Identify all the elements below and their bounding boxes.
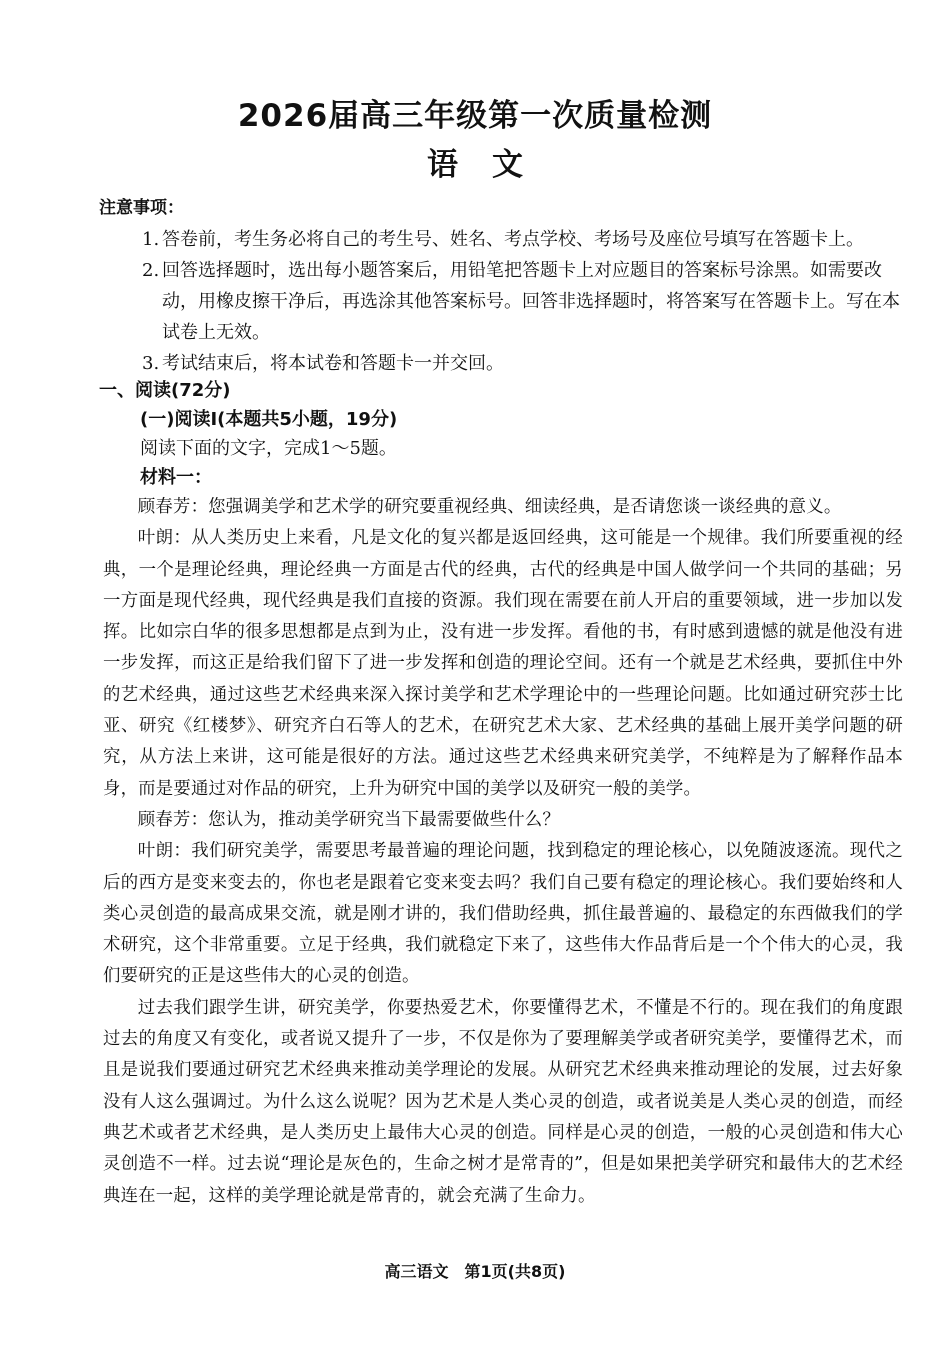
notice-item-text: 考试结束后，将本试卷和答题卡一并交回。	[162, 353, 504, 374]
subsection-heading: (一)阅读Ⅰ(本题共5小题，19分)	[140, 409, 398, 430]
exam-title: 2026届高三年级第一次质量检测	[237, 98, 713, 134]
passage-paragraph: 顾春芳：您认为，推动美学研究当下最需要做些什么？	[137, 809, 560, 830]
notice-item	[142, 348, 902, 379]
notice-item-text: 答卷前，考生务必将自己的考生号、姓名、考点学校、考场号及座位号填写在答题卡上。	[162, 229, 864, 250]
passage-paragraph: 顾春芳：您强调美学和艺术学的研究要重视经典、细读经典，是否请您谈一谈经典的意义。	[137, 497, 842, 517]
reading-passage	[103, 492, 903, 1212]
section-heading: 一、阅读(72分)	[99, 380, 231, 401]
notice-list	[142, 224, 902, 379]
notice-item-number: 3.	[142, 353, 160, 374]
passage-paragraph: 叶朗：我们研究美学，需要思考最普遍的理论问题，找到稳定的理论核心，以免随波逐流。现代之后的西方是变来变去的，你也老是跟着它变来变去吗？我们自己要有稳定的理论核心。我们要始终和人类心灵创造的最高成果交流，就是刚才讲的，我们借助经典，抓住最普遍的、最稳定的东西做我们的学术研究，这个非常重要。立足于经典，我们就稳定下来了，这些伟大作品背后是一个个伟大的心灵，我们要研究的正是这些伟大的心灵的创造。	[103, 841, 903, 987]
subject-title: 语文	[427, 147, 557, 183]
page-footer: 高三语文 第1页(共8页)	[384, 1262, 566, 1281]
notice-item-number: 1.	[142, 229, 160, 250]
notice-heading: 注意事项：	[99, 198, 184, 218]
notice-item	[142, 255, 902, 348]
passage-paragraph: 过去我们跟学生讲，研究美学，你要热爱艺术，你要懂得艺术，不懂是不行的。现在我们的角度跟过去的角度又有变化，或者说又提升了一步，不仅是你为了要理解美学或者研究美学，要懂得艺术，而且是说我们要通过研究艺术经典来推动美学理论的发展。从研究艺术经典来推动理论的发展，过去好象没有人这么强调过。为什么这么说呢？因为艺术是人类心灵的创造，或者说美是人类心灵的创造，而经典艺术或者艺术经典，是人类历史上最伟大心灵的创造。同样是心灵的创造，一般的心灵创造和伟大心灵创造不一样。过去说“理论是灰色的，生命之树才是常青的”，但是如果把美学研究和最伟大的艺术经典连在一起，这样的美学理论就是常青的，就会充满了生命力。	[103, 997, 903, 1206]
notice-item-number: 2.	[142, 260, 160, 281]
notice-item-text: 回答选择题时，选出每小题答案后，用铅笔把答题卡上对应题目的答案标号涂黑。如需要改动，用橡皮擦干净后，再选涂其他答案标号。回答非选择题时，将答案写在答题卡上。写在本试卷上无效。	[162, 260, 900, 343]
passage-paragraph: 叶朗：从人类历史上来看，凡是文化的复兴都是返回经典，这可能是一个规律。我们所要重视的经典，一个是理论经典，理论经典一方面是古代的经典，古代的经典是中国人做学问一个共同的基础；另一方面是现代经典，现代经典是我们直接的资源。我们现在需要在前人开启的重要领域，进一步加以发挥。比如宗白华的很多思想都是点到为止，没有进一步发挥。看他的书，有时感到遗憾的就是他没有进一步发挥，而这正是给我们留下了进一步发挥和创造的理论空间。还有一个就是艺术经典，要抓住中外的艺术经典，通过这些艺术经典来深入探讨美学和艺术学理论中的一些理论问题。比如通过研究莎士比亚、研究《红楼梦》、研究齐白石等人的艺术，在研究艺术大家、艺术经典的基础上展开美学问题的研究，从方法上来讲，这可能是很好的方法。通过这些艺术经典来研究美学，不纯粹是为了解释作品本身，而是要通过对作品的研究，上升为研究中国的美学以及研究一般的美学。	[103, 528, 903, 799]
reading-instruction: 阅读下面的文字，完成1～5题。	[140, 438, 397, 459]
material-label: 材料一：	[140, 467, 212, 488]
notice-item	[142, 224, 902, 255]
